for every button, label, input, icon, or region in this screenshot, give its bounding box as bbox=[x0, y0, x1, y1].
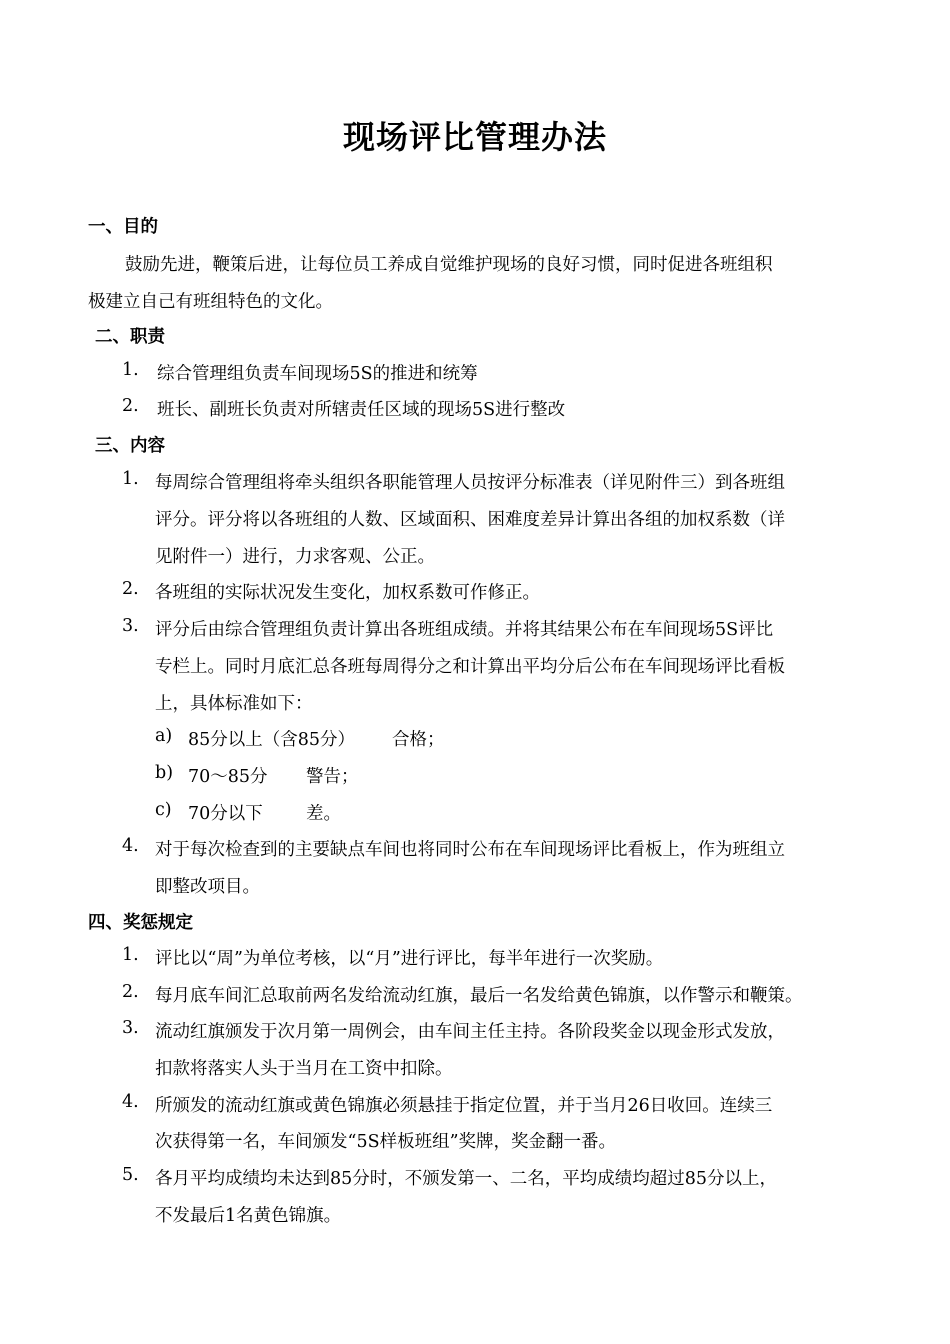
list-number: 3. bbox=[122, 616, 139, 636]
list-item-line: 对于每次检查到的主要缺点车间也将同时公布在车间现场评比看板上，作为班组立 bbox=[155, 840, 785, 860]
list-item-line: 不发最后1名黄色锦旗。 bbox=[155, 1206, 342, 1226]
page-title: 现场评比管理办法 bbox=[342, 118, 607, 156]
list-item-line: 评分后由综合管理组负责计算出各班组成绩。并将其结果公布在车间现场5S评比 bbox=[155, 620, 774, 640]
grade-result: 差。 bbox=[306, 804, 341, 824]
section-heading-content: 三、内容 bbox=[95, 436, 165, 456]
paragraph-line: 鼓励先进，鞭策后进，让每位员工养成自觉维护现场的良好习惯，同时促进各班组积 bbox=[125, 255, 773, 275]
list-number: 2. bbox=[122, 982, 139, 1002]
list-number: 5. bbox=[122, 1165, 139, 1185]
grade-result: 合格； bbox=[392, 730, 445, 750]
grade-label: a) bbox=[155, 726, 173, 746]
list-number: 4. bbox=[122, 836, 139, 856]
list-item-line: 次获得第一名，车间颁发“5S样板班组”奖牌，奖金翻一番。 bbox=[155, 1132, 617, 1152]
list-item-line: 评比以“周”为单位考核，以“月”进行评比，每半年进行一次奖励。 bbox=[155, 949, 664, 969]
list-item-line: 即整改项目。 bbox=[155, 877, 260, 897]
section-heading-duties: 二、职责 bbox=[95, 327, 165, 347]
list-item-line: 见附件一）进行，力求客观、公正。 bbox=[155, 547, 435, 567]
list-item: 班长、副班长负责对所辖责任区域的现场5S进行整改 bbox=[157, 400, 566, 420]
list-number: 3. bbox=[122, 1018, 139, 1038]
list-item-line: 专栏上。同时月底汇总各班每周得分之和计算出平均分后公布在车间现场评比看板 bbox=[155, 657, 785, 677]
list-item-line: 各班组的实际状况发生变化，加权系数可作修正。 bbox=[155, 583, 540, 603]
list-item-line: 每周综合管理组将牵头组织各职能管理人员按评分标准表（详见附件三）到各班组 bbox=[155, 473, 785, 493]
list-item-line: 所颁发的流动红旗或黄色锦旗必须悬挂于指定位置，并于当月26日收回。连续三 bbox=[155, 1096, 773, 1116]
list-item-line: 评分。评分将以各班组的人数、区域面积、困难度差异计算出各组的加权系数（详 bbox=[155, 510, 785, 530]
list-number: 4. bbox=[122, 1092, 139, 1112]
grade-range: 70～85分 bbox=[188, 767, 268, 787]
list-item-line: 上，具体标准如下： bbox=[155, 694, 313, 714]
list-item: 综合管理组负责车间现场5S的推进和统筹 bbox=[157, 364, 478, 384]
section-heading-rewards: 四、奖惩规定 bbox=[88, 913, 193, 933]
section-heading-purpose: 一、目的 bbox=[88, 217, 158, 237]
paragraph-line: 极建立自己有班组特色的文化。 bbox=[88, 292, 333, 312]
list-item-line: 各月平均成绩均未达到85分时，不颁发第一、二名，平均成绩均超过85分以上， bbox=[155, 1169, 778, 1189]
list-item-line: 每月底车间汇总取前两名发给流动红旗，最后一名发给黄色锦旗，以作警示和鞭策。 bbox=[155, 986, 803, 1006]
grade-range: 70分以下 bbox=[188, 804, 263, 824]
list-number: 2. bbox=[122, 579, 139, 599]
grade-label: c) bbox=[155, 800, 172, 820]
list-number: 1. bbox=[122, 945, 139, 965]
list-item-line: 流动红旗颁发于次月第一周例会，由车间主任主持。各阶段奖金以现金形式发放， bbox=[155, 1022, 785, 1042]
grade-result: 警告； bbox=[306, 767, 359, 787]
list-number: 1. bbox=[122, 469, 139, 489]
list-item-line: 扣款将落实人头于当月在工资中扣除。 bbox=[155, 1059, 453, 1079]
list-number: 2. bbox=[122, 396, 139, 416]
grade-label: b) bbox=[155, 763, 174, 783]
list-number: 1. bbox=[122, 360, 139, 380]
grade-range: 85分以上（含85分） bbox=[188, 730, 356, 750]
